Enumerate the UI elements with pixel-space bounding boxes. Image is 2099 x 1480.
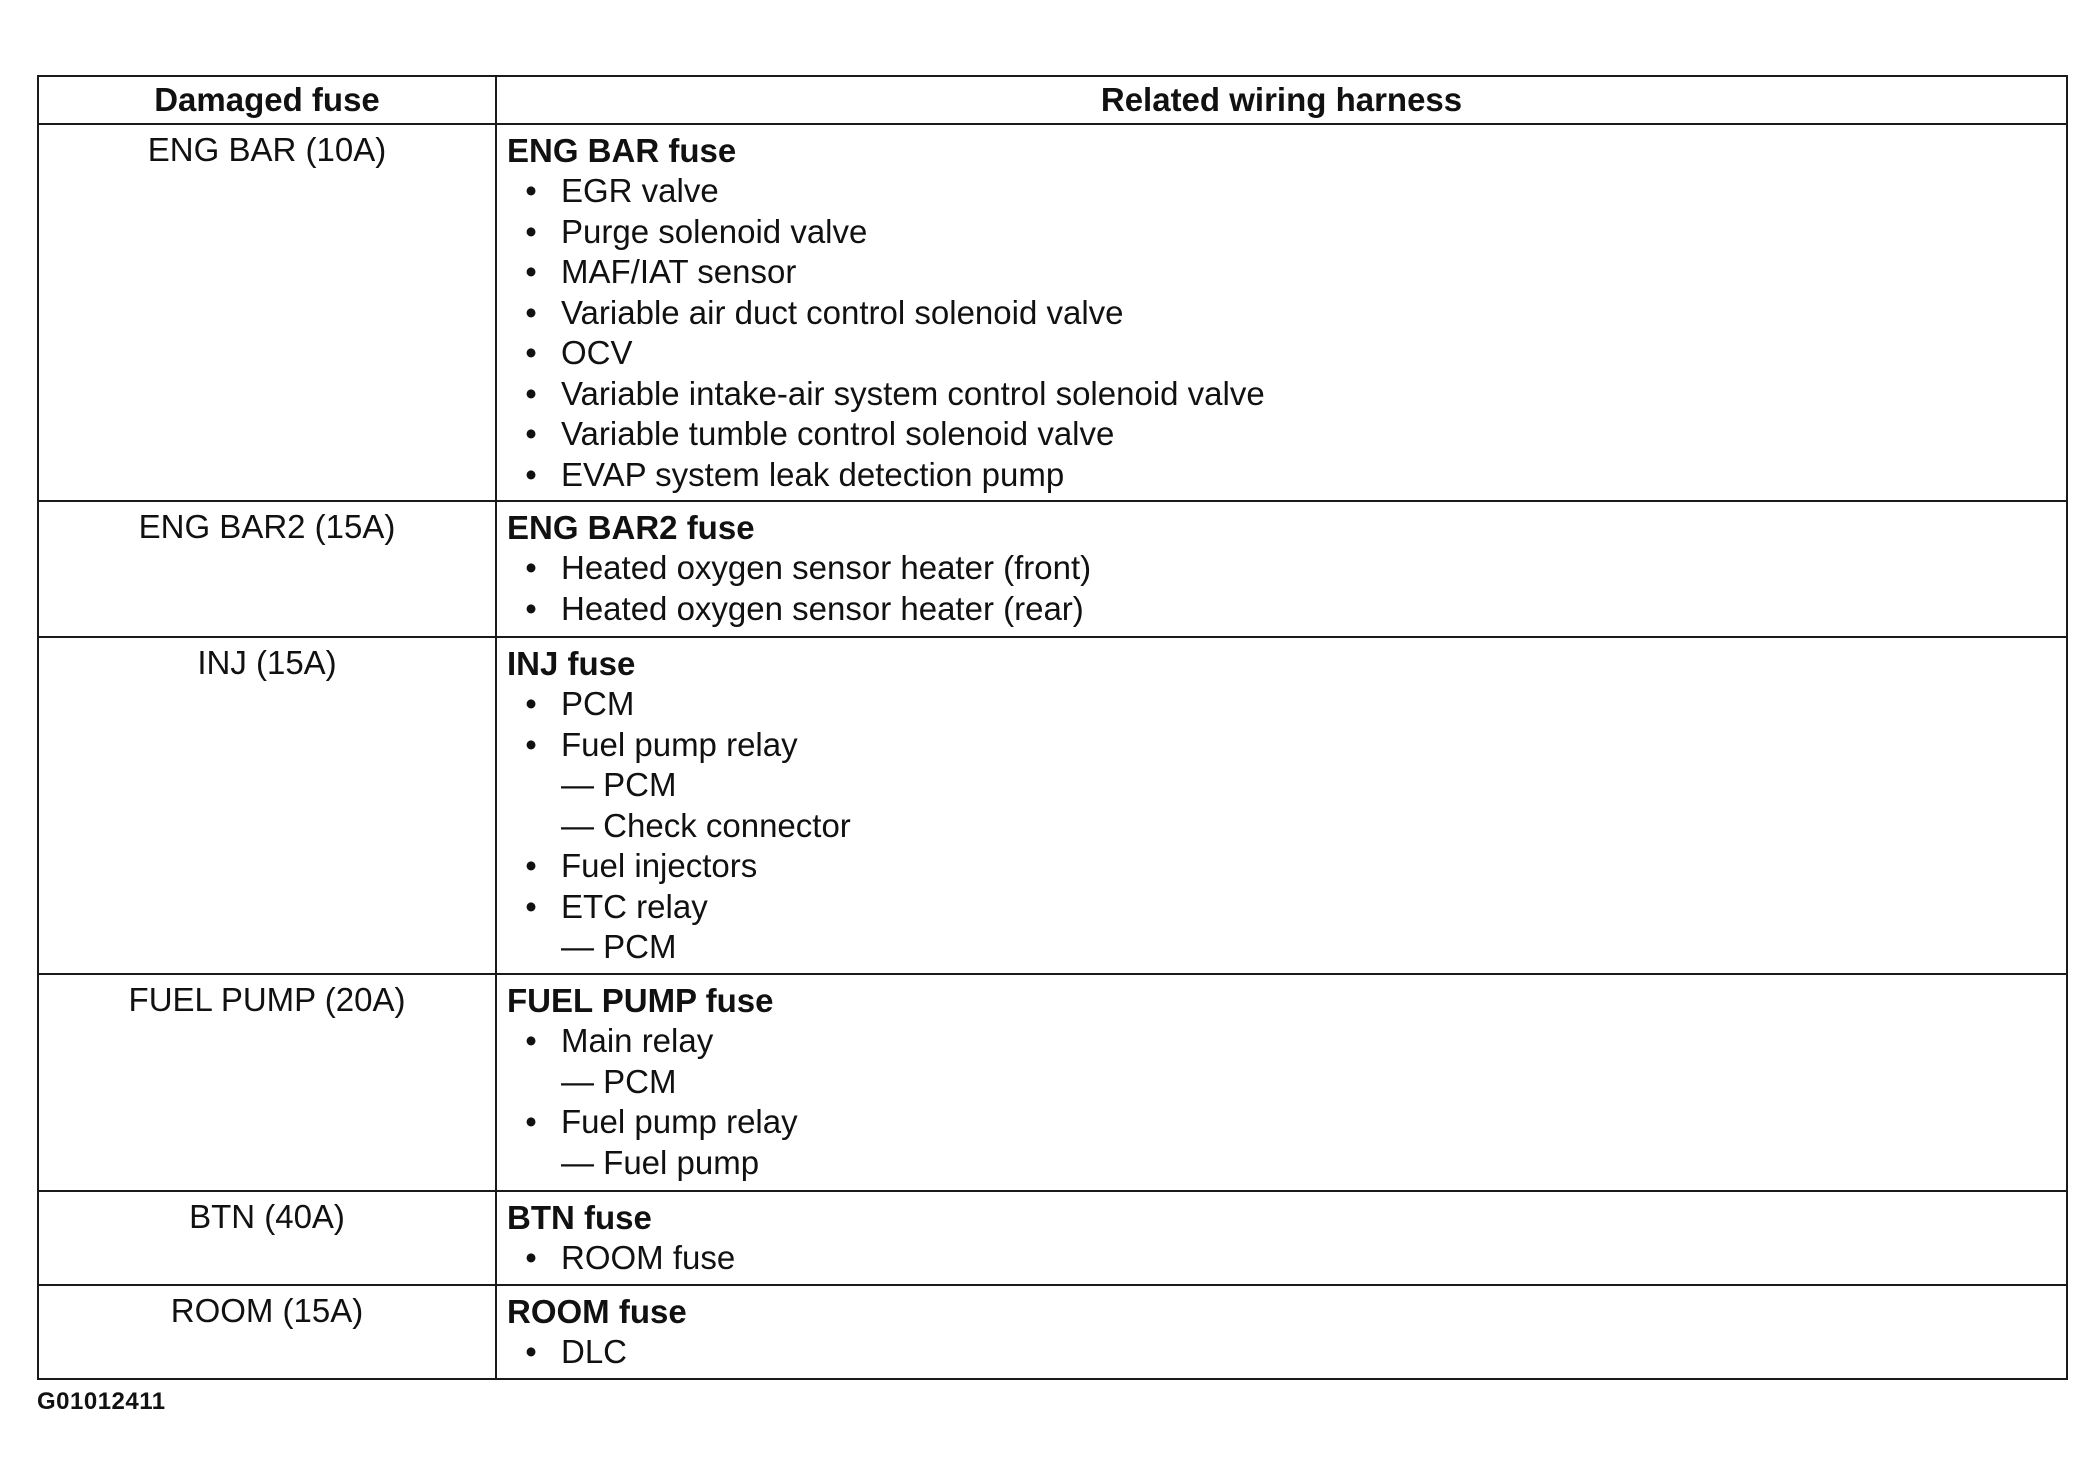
bullet-icon: •: [525, 725, 537, 763]
harness-title: BTN fuse: [507, 1199, 652, 1236]
fuse-name-cell: INJ (15A): [38, 637, 496, 974]
bullet-icon: •: [525, 589, 537, 627]
harness-title: ENG BAR2 fuse: [507, 509, 755, 546]
list-item-text: ETC relay: [561, 887, 708, 925]
table-row: [38, 124, 2067, 501]
list-item: [507, 589, 2056, 630]
list-item-text: PCM: [561, 685, 635, 722]
bullet-icon: •: [525, 549, 537, 586]
list-item: [507, 374, 2056, 415]
list-item-text: Fuel pump relay: [561, 725, 798, 763]
figure-id: G01012411: [37, 1388, 166, 1415]
table-row: [38, 1285, 2067, 1379]
fuse-name-cell: ENG BAR (10A): [38, 124, 496, 501]
bullet-icon: •: [525, 293, 537, 331]
harness-list: [507, 1021, 2056, 1183]
list-item-text: Heated oxygen sensor heater (front): [561, 549, 1092, 586]
harness-list: [507, 684, 2056, 968]
sub-item: — PCM: [561, 766, 677, 803]
list-item: [507, 293, 2056, 334]
bullet-icon: •: [525, 374, 537, 412]
bullet-icon: •: [525, 847, 537, 884]
sub-item: — PCM: [561, 928, 677, 965]
list-item-text: ROOM fuse: [561, 1239, 736, 1276]
harness-title: ENG BAR fuse: [507, 132, 737, 169]
harness-list: [507, 1238, 2056, 1279]
harness-cell: [496, 1191, 2067, 1285]
list-item-text: Fuel injectors: [561, 847, 758, 884]
table-header-row: [38, 76, 2067, 124]
list-item: [507, 455, 2056, 496]
list-item: [507, 1102, 2056, 1143]
bullet-icon: •: [525, 1239, 537, 1276]
list-item: [507, 414, 2056, 455]
list-item-text: Main relay: [561, 1022, 714, 1059]
list-item-text: MAF/IAT sensor: [561, 253, 797, 290]
bullet-icon: •: [525, 685, 537, 722]
header-damaged-fuse: Damaged fuse: [38, 76, 496, 124]
bullet-icon: •: [525, 887, 537, 925]
list-item: [507, 333, 2056, 374]
fuse-name-cell: ROOM (15A): [38, 1285, 496, 1379]
harness-cell: [496, 501, 2067, 637]
harness-title: INJ fuse: [507, 645, 636, 682]
fuse-name-cell: ENG BAR2 (15A): [38, 501, 496, 637]
list-item-text: Heated oxygen sensor heater (rear): [561, 589, 1084, 627]
list-item: [507, 1238, 2056, 1279]
bullet-icon: •: [525, 253, 537, 290]
fuse-name-cell: FUEL PUMP (20A): [38, 974, 496, 1191]
fuse-harness-table: [37, 75, 2068, 1380]
harness-list: [507, 548, 2056, 629]
list-item: [507, 887, 2056, 928]
bullet-icon: •: [525, 455, 537, 493]
bullet-icon: •: [525, 334, 537, 371]
harness-title: FUEL PUMP fuse: [507, 982, 774, 1019]
list-item: [507, 846, 2056, 887]
list-item-text: OCV: [561, 334, 633, 371]
table-row: [38, 637, 2067, 974]
list-item-text: Variable air duct control solenoid valve: [561, 293, 1124, 331]
sub-item: — PCM: [561, 1062, 677, 1100]
list-item: [507, 252, 2056, 293]
bullet-icon: •: [525, 1022, 537, 1059]
list-item-text: Purge solenoid valve: [561, 212, 868, 250]
harness-cell: [496, 637, 2067, 974]
table-row: [38, 501, 2067, 637]
bullet-icon: •: [525, 1103, 537, 1140]
list-item-text: EVAP system leak detection pump: [561, 455, 1065, 493]
harness-cell: [496, 974, 2067, 1191]
sub-item: — Check connector: [561, 806, 851, 844]
table-row: [38, 974, 2067, 1191]
bullet-icon: •: [525, 1333, 537, 1370]
list-item-text: EGR valve: [561, 172, 719, 209]
list-item-text: DLC: [561, 1333, 628, 1370]
harness-cell: [496, 124, 2067, 501]
list-item-text: Fuel pump relay: [561, 1103, 798, 1140]
fuse-name-cell: BTN (40A): [38, 1191, 496, 1285]
list-item-text: Variable tumble control solenoid valve: [561, 415, 1115, 452]
list-item: [507, 212, 2056, 253]
table-row: [38, 1191, 2067, 1285]
harness-title: ROOM fuse: [507, 1293, 687, 1330]
list-item-text: Variable intake-air system control solenoid valve: [561, 374, 1265, 412]
list-item: [507, 684, 2056, 725]
bullet-icon: •: [525, 212, 537, 250]
bullet-icon: •: [525, 172, 537, 209]
harness-list: [507, 1332, 2056, 1373]
header-related-wiring-harness: Related wiring harness: [496, 76, 2067, 124]
list-item: [507, 1332, 2056, 1373]
list-item: [507, 548, 2056, 589]
list-item: [507, 1021, 2056, 1062]
sub-item: — Fuel pump: [561, 1143, 760, 1181]
bullet-icon: •: [525, 415, 537, 452]
list-item: [507, 725, 2056, 766]
harness-cell: [496, 1285, 2067, 1379]
harness-list: [507, 171, 2056, 495]
list-item: [507, 171, 2056, 212]
